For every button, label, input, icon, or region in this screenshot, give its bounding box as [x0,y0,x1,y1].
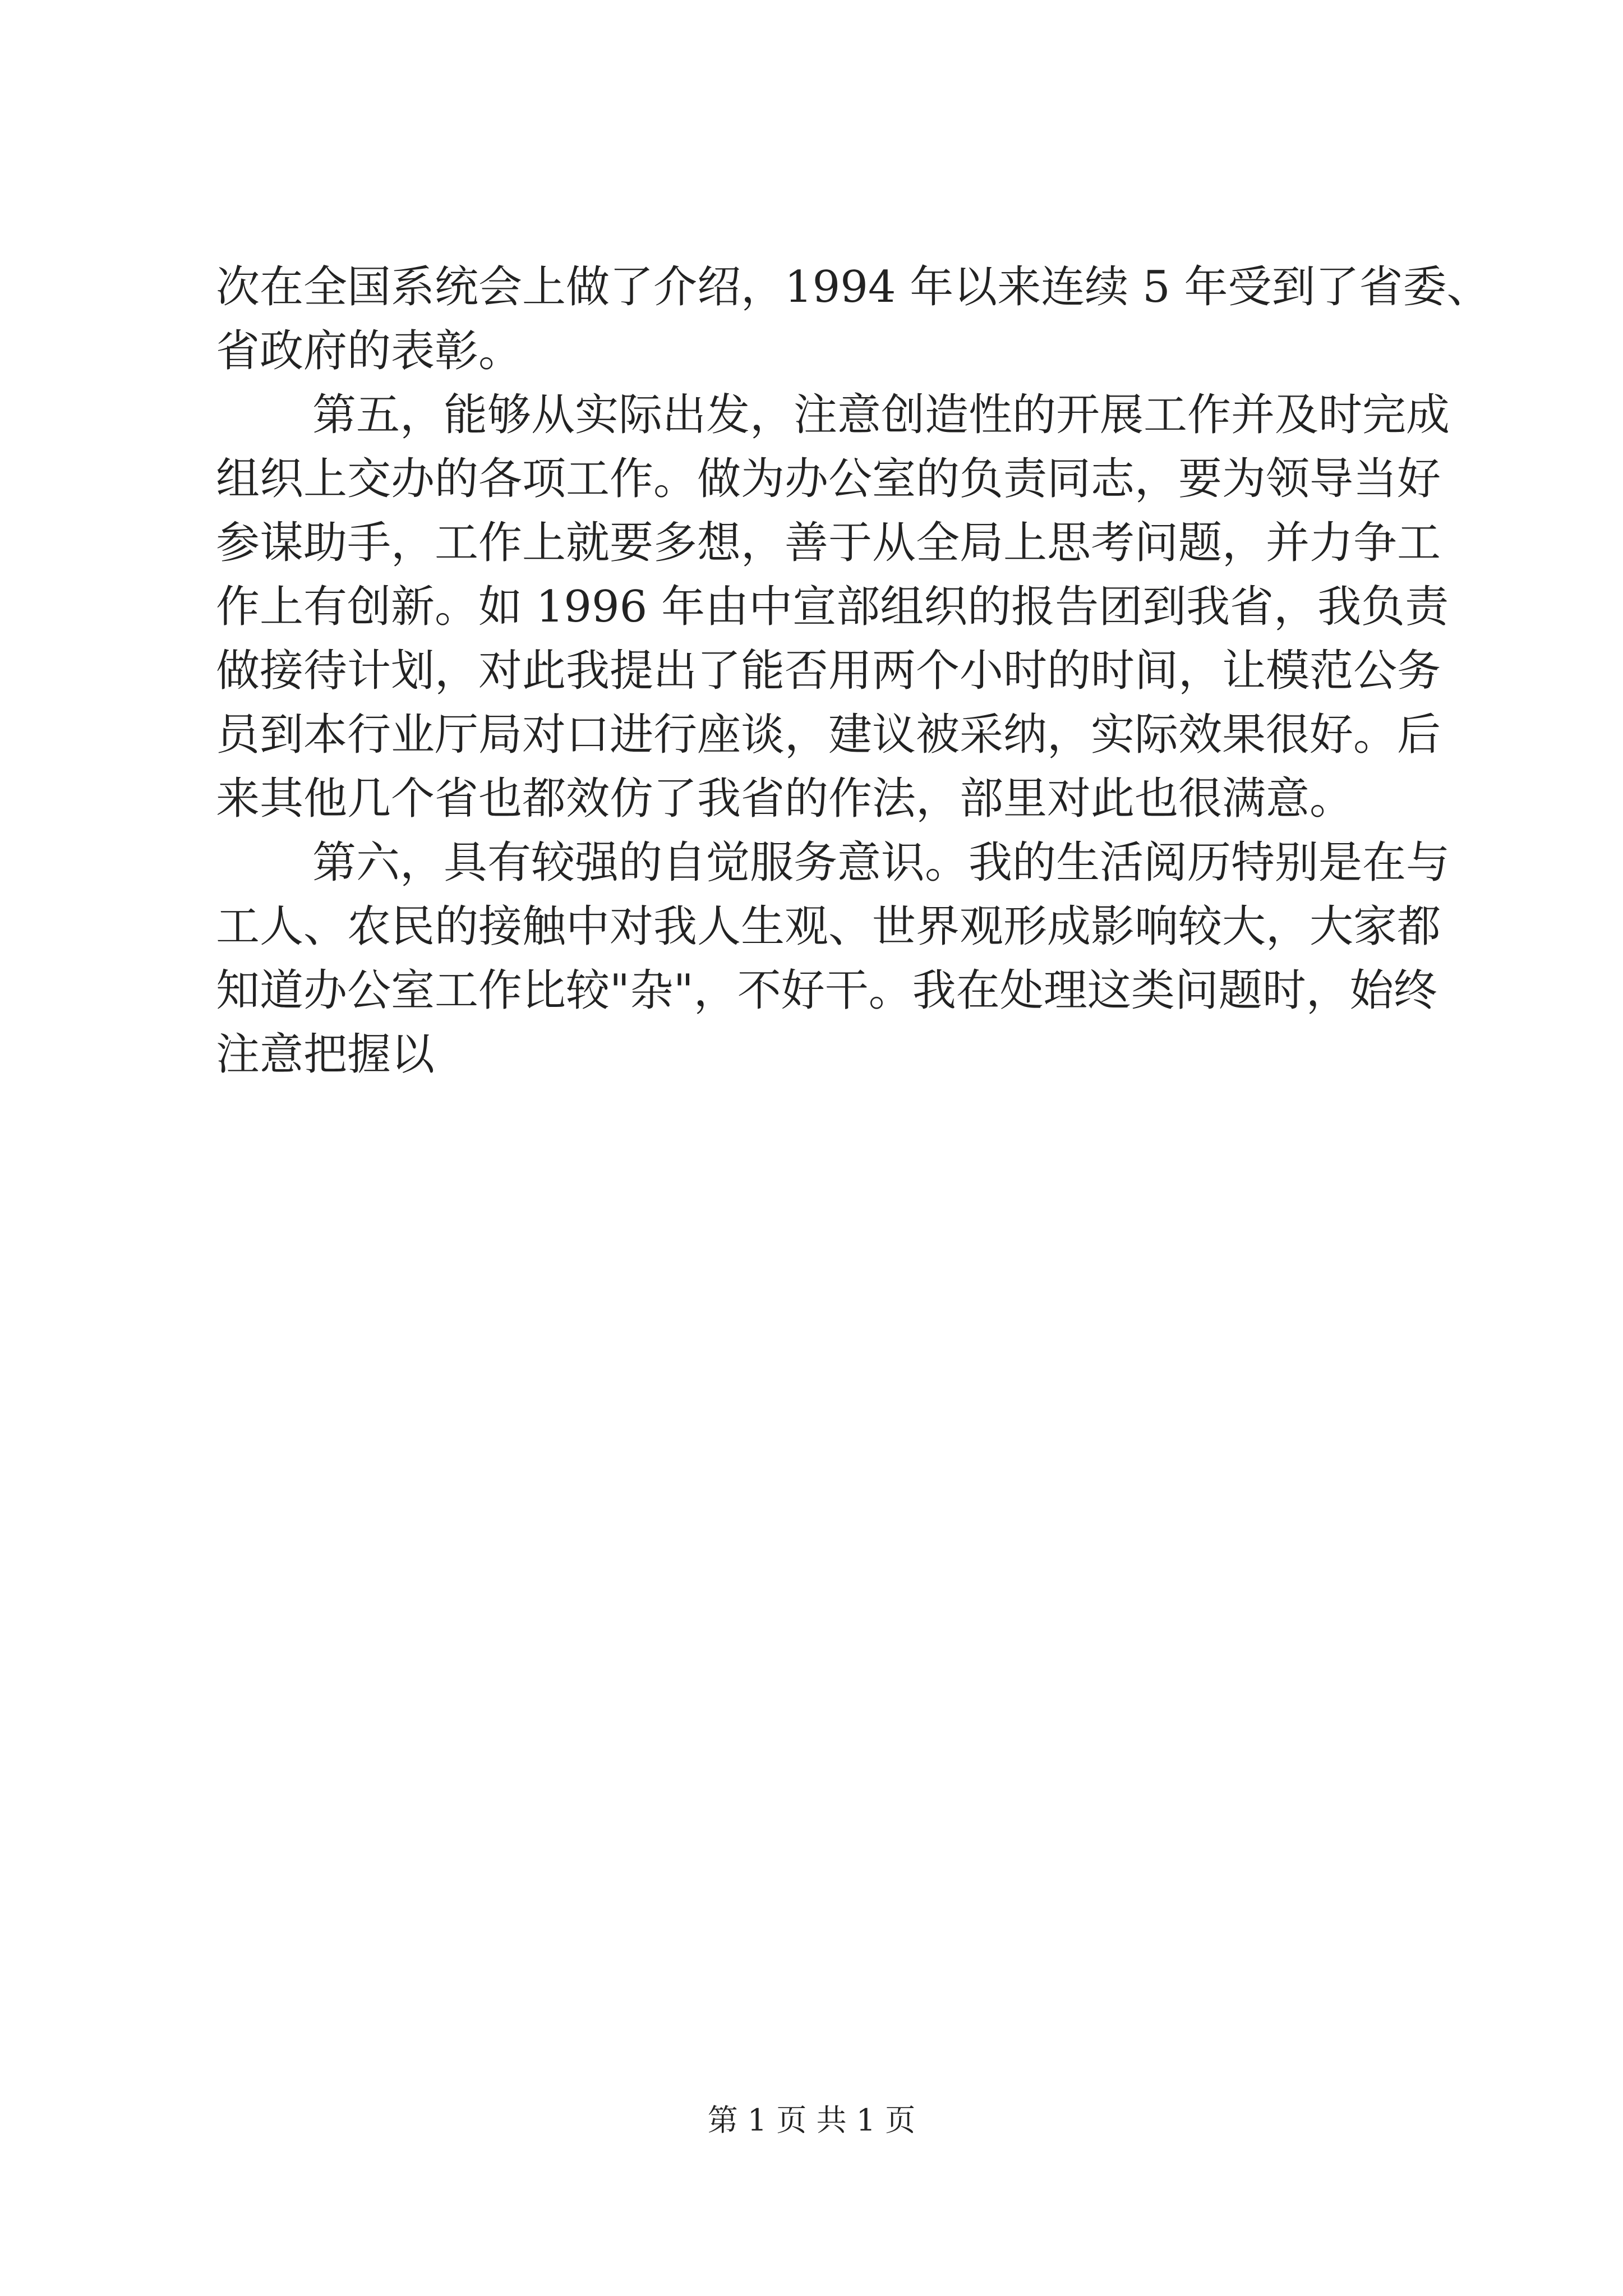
paragraph-start-line: 第六，具有较强的自觉服务意识。我的生活阅历特别是在与 [312,838,1450,888]
text-line: 知道办公室工作比较"杂"，不好干。我在处理这类问题时，始终 [216,965,1437,1016]
text-line: 工人、农民的接触中对我人生观、世界观形成影响较大，大家都 [216,901,1441,952]
text-line: 作上有创新。如 1996 年由中宣部组织的报告团到我省，我负责 [216,582,1449,632]
text-line: 省政府的表彰。 [216,326,523,376]
document-body [216,255,1491,1087]
page-footer: 第 1 页 共 1 页 [707,2102,916,2138]
text-line: 次在全国系统会上做了介绍，1994 年以来连续 5 年受到了省委、 [216,262,1491,312]
text-line: 参谋助手，工作上就要多想，善于从全局上思考问题，并力争工 [216,518,1441,568]
text-line: 做接待计划，对此我提出了能否用两个小时的时间，让模范公务 [216,646,1441,696]
text-line: 员到本行业厅局对口进行座谈，建议被采纳，实际效果很好。后 [216,710,1441,760]
text-line: 组织上交办的各项工作。做为办公室的负责同志，要为领导当好 [216,454,1441,504]
text-line: 注意把握以 [216,1029,435,1080]
text-line: 来其他几个省也都效仿了我省的作法，部里对此也很满意。 [216,774,1354,824]
paragraph-start-line: 第五，能够从实际出发，注意创造性的开展工作并及时完成 [312,390,1450,440]
